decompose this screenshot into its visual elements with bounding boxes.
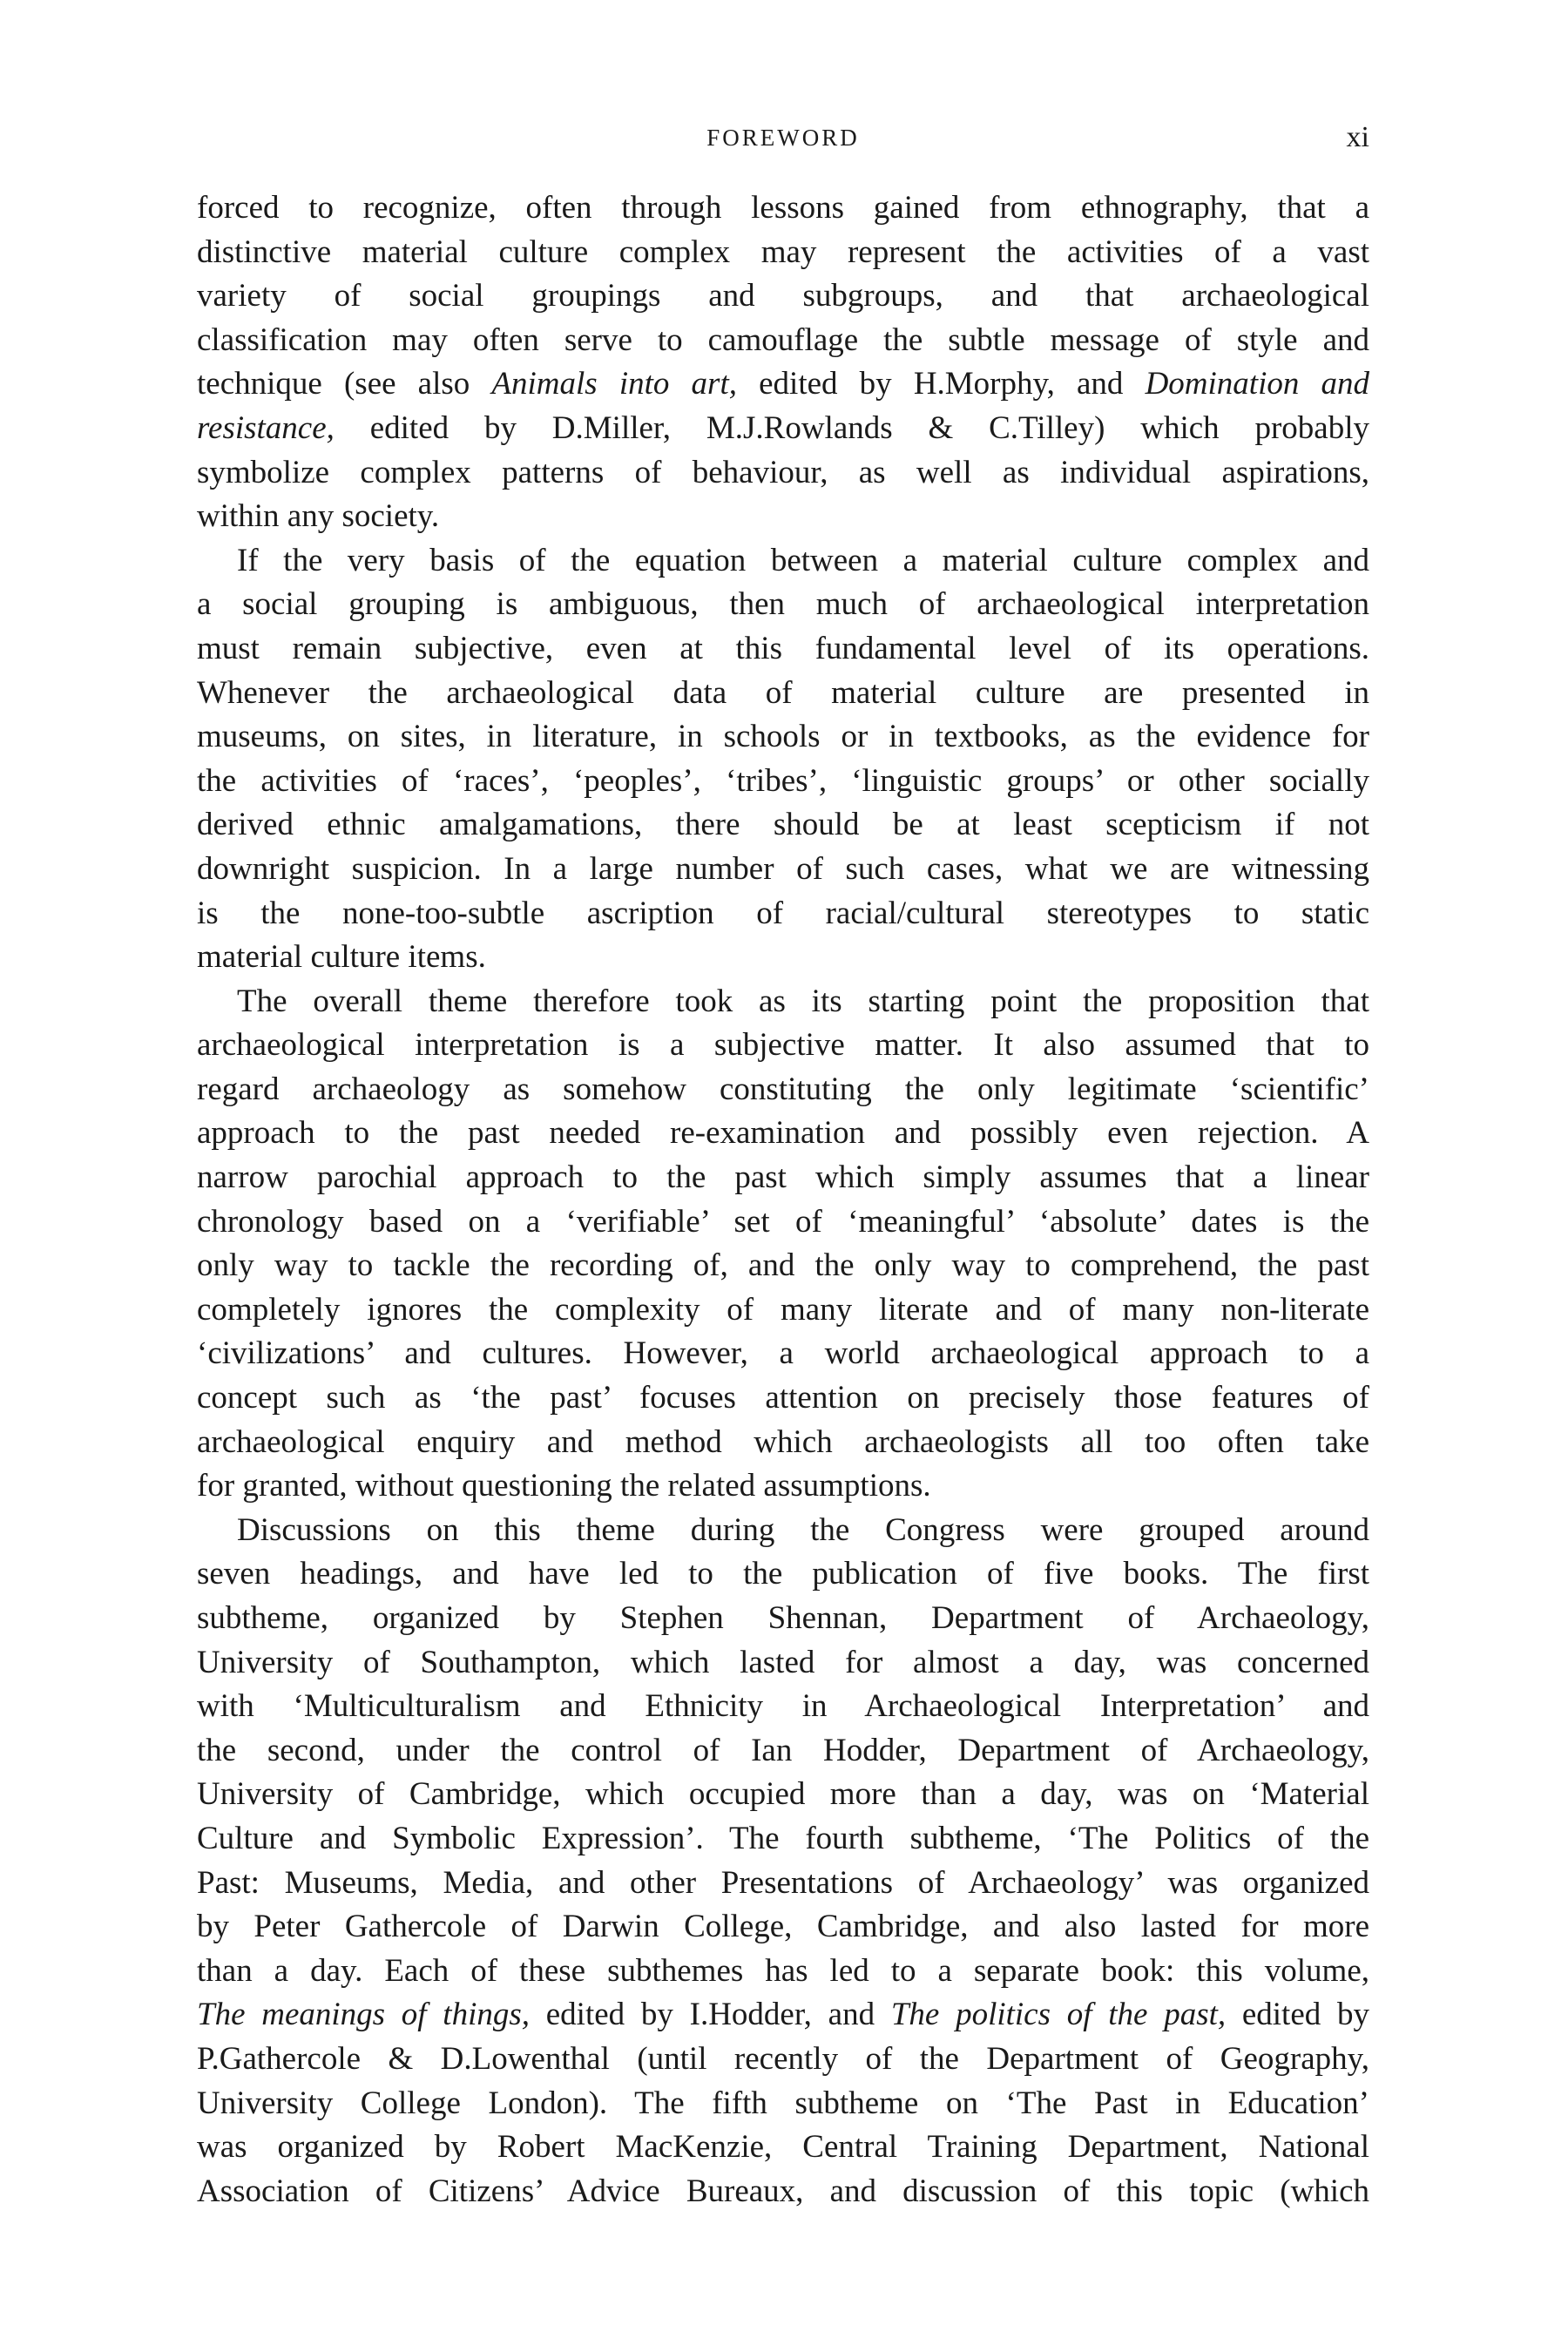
body-text bbox=[197, 186, 1369, 2213]
text-line: the activities of ‘races’, ‘peoples’, ‘tribes’, ‘linguistic groups’ or other socially bbox=[197, 762, 1369, 799]
text-line: classification may often serve to camouflage the subtle message of style and bbox=[197, 321, 1369, 358]
text-line: the second, under the control of Ian Hodder, Department of Archaeology, bbox=[197, 1732, 1369, 1768]
text-line: Past: Museums, Media, and other Presentations of Archaeology’ was organized bbox=[197, 1864, 1369, 1901]
text-line: for granted, without questioning the related assumptions. bbox=[197, 1468, 931, 1504]
text-line: narrow parochial approach to the past which simply assumes that a linear bbox=[197, 1159, 1369, 1196]
text-line: symbolize complex patterns of behaviour, as well as individual aspirations, bbox=[197, 454, 1369, 490]
text-line: concept such as ‘the past’ focuses attention on precisely those features of bbox=[197, 1380, 1369, 1416]
text-line: variety of social groupings and subgroups, and that archaeological bbox=[197, 278, 1369, 314]
running-head bbox=[197, 118, 1369, 157]
text-line: derived ethnic amalgamations, there should be at least scepticism if not bbox=[197, 807, 1369, 843]
text-line: resistance, edited by D.Miller, M.J.Rowlands & C.Tilley) which probably bbox=[197, 409, 1369, 446]
italic-title: The politics of the past, bbox=[890, 1997, 1227, 2033]
text-line: downright suspicion. In a large number of such cases, what we are witnessing bbox=[197, 850, 1369, 887]
text-line: If the very basis of the equation between a material culture complex and bbox=[237, 542, 1369, 578]
text-line: subtheme, organized by Stephen Shennan, Department of Archaeology, bbox=[197, 1600, 1369, 1636]
text-line: seven headings, and have led to the publication of five books. The first bbox=[197, 1556, 1369, 1592]
paragraph-2 bbox=[197, 539, 1369, 980]
text-line: material culture items. bbox=[197, 939, 486, 976]
text-line: was organized by Robert MacKenzie, Central Training Department, National bbox=[197, 2129, 1369, 2166]
paragraph-4 bbox=[197, 1509, 1369, 2214]
text-line: with ‘Multiculturalism and Ethnicity in Archaeological Interpretation’ and bbox=[197, 1688, 1369, 1725]
text-line: The overall theme therefore took as its starting point the proposition that bbox=[237, 983, 1369, 1019]
text-line: archaeological enquiry and method which archaeologists all too often take bbox=[197, 1423, 1369, 1460]
text-line: Culture and Symbolic Expression’. The fourth subtheme, ‘The Politics of the bbox=[197, 1820, 1369, 1856]
text-line: must remain subjective, even at this fundamental level of its operations. bbox=[197, 630, 1369, 666]
text-line: technique (see also Animals into art, edited by H.Morphy, and Domination and bbox=[197, 366, 1369, 402]
italic-title: Animals into art, bbox=[491, 366, 737, 402]
text-line: chronology based on a ‘verifiable’ set of ‘meaningful’ ‘absolute’ dates is the bbox=[197, 1203, 1369, 1240]
paragraph-3 bbox=[197, 980, 1369, 1509]
text-line: approach to the past needed re-examination and possibly even rejection. A bbox=[197, 1115, 1369, 1152]
text-line: University of Cambridge, which occupied more than a day, was on ‘Material bbox=[197, 1776, 1369, 1813]
text-line: Whenever the archaeological data of material culture are presented in bbox=[197, 674, 1369, 711]
text-line: Association of Citizens’ Advice Bureaux, and discussion of this topic (which bbox=[197, 2173, 1369, 2209]
text-line: archaeological interpretation is a subjective matter. It also assumed that to bbox=[197, 1027, 1369, 1064]
italic-title: Domination and bbox=[1145, 366, 1369, 402]
text-line: within any society. bbox=[197, 498, 440, 535]
text-line: than a day. Each of these subthemes has led to a separate book: this volume, bbox=[197, 1952, 1369, 1989]
text-line: The meanings of things, edited by I.Hodder, and The politics of the past, edited by bbox=[197, 1997, 1369, 2033]
text-line: distinctive material culture complex may represent the activities of a vast bbox=[197, 233, 1369, 270]
text-line: is the none-too-subtle ascription of racial/cultural stereotypes to static bbox=[197, 895, 1369, 931]
italic-title: resistance, bbox=[197, 409, 335, 446]
text-line: Discussions on this theme during the Congress were grouped around bbox=[237, 1511, 1369, 1548]
text-line: forced to recognize, often through lessons gained from ethnography, that a bbox=[197, 190, 1369, 226]
text-line: P.Gathercole & D.Lowenthal (until recently of the Department of Geography, bbox=[197, 2040, 1369, 2077]
paragraph-1 bbox=[197, 186, 1369, 539]
text-line: only way to tackle the recording of, and the only way to comprehend, the past bbox=[197, 1247, 1369, 1284]
text-line: University of Southampton, which lasted for almost a day, was concerned bbox=[197, 1644, 1369, 1680]
text-line: ‘civilizations’ and cultures. However, a world archaeological approach to a bbox=[197, 1335, 1369, 1372]
text-line: museums, on sites, in literature, in schools or in textbooks, as the evidence for bbox=[197, 719, 1369, 755]
italic-title: The meanings of things, bbox=[197, 1997, 531, 2033]
text-line: completely ignores the complexity of many literate and of many non-literate bbox=[197, 1291, 1369, 1328]
page-number: xi bbox=[1346, 121, 1369, 153]
text-line: by Peter Gathercole of Darwin College, Cambridge, and also lasted for more bbox=[197, 1909, 1369, 1945]
text-line: a social grouping is ambiguous, then much of archaeological interpretation bbox=[197, 586, 1369, 623]
text-line: University College London). The fifth subtheme on ‘The Past in Education’ bbox=[197, 2085, 1369, 2121]
running-title: FOREWORD bbox=[706, 125, 860, 151]
text-line: regard archaeology as somehow constituting the only legitimate ‘scientific’ bbox=[197, 1071, 1369, 1107]
